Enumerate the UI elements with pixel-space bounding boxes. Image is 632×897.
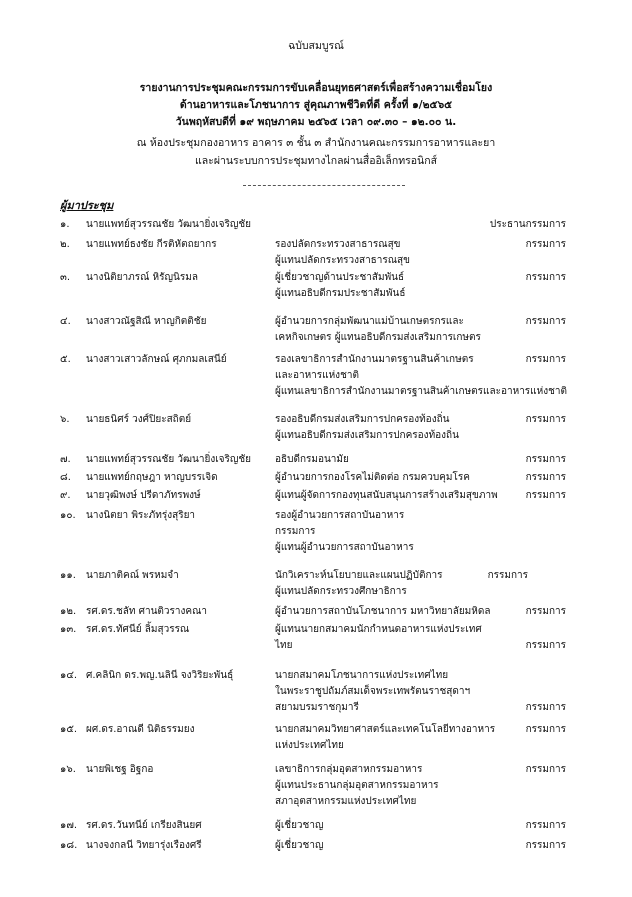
- attendee-position: [275, 508, 530, 556]
- attendee-number: ๔.: [60, 316, 71, 327]
- position-line: รองอธิบดีกรมส่งเสริมการปกครองท้องถิ่น: [275, 414, 450, 425]
- attendee-role: กรรมการ: [525, 640, 566, 651]
- title-line-1: รายงานการประชุมคณะกรรมการขับเคลื่อนยุทธศาสตร์เพื่อสร้างความเชื่อมโยง: [139, 82, 493, 94]
- position-line: สภาอุตสาหกรรมแห่งประเทศไทย: [275, 796, 417, 807]
- position-line: ผู้เชี่ยวชาญ: [275, 840, 324, 851]
- attendee-role: กรรมการ: [525, 414, 566, 425]
- attendee-number: ๑๖.: [60, 764, 76, 775]
- attendee-number: ๗.: [60, 454, 71, 465]
- position-line: รองผู้อำนวยการสถาบันอาหาร: [275, 510, 405, 521]
- position-line: ผู้แทนผู้อำนวยการสถาบันอาหาร: [275, 542, 414, 553]
- position-line: ไทย: [275, 640, 293, 651]
- position-line: ผู้แทนปลัดกระทรวงศึกษาธิการ: [275, 586, 407, 597]
- attendee-position: [275, 237, 530, 269]
- attendee-role: กรรมการ: [525, 272, 566, 283]
- position-line: ผู้เชี่ยวชาญด้านประชาสัมพันธ์: [275, 272, 405, 283]
- attendee-position: [275, 488, 530, 504]
- section-title: ผู้มาประชุม: [60, 199, 114, 212]
- attendee-role: กรรมการ: [525, 764, 566, 775]
- attendee-position: [275, 838, 530, 854]
- attendee-number: ๖.: [60, 414, 70, 425]
- attendee-name: นายพิเชฐ อิฐกอ: [86, 764, 154, 775]
- position-line: นักวิเคราะห์นโยบายและแผนปฏิบัติการ: [275, 570, 443, 581]
- title-line-2: ด้านอาหารและโภชนาการ สู่คุณภาพชีวิตที่ดี ครั้งที่ ๑/๒๕๖๕: [179, 99, 453, 111]
- attendee-role: กรรมการ: [525, 820, 566, 831]
- position-line: อธิบดีกรมอนามัย: [275, 454, 349, 465]
- position-line: สยามบรมราชกุมารี: [275, 702, 359, 713]
- attendee-number: ๑๗.: [60, 820, 78, 831]
- attendee-name: นายแพทย์ธงชัย กีรติหัตถยากร: [86, 239, 217, 250]
- attendee-name: นางจงกลนี วิทยารุ่งเรืองศรี: [86, 840, 202, 851]
- attendee-number: ๒.: [60, 239, 70, 250]
- position-line: นายกสมาคมโภชนาการแห่งประเทศไทย: [275, 670, 449, 681]
- attendee-number: ๙.: [60, 490, 71, 501]
- position-line: ผู้อำนวยการกองโรคไม่ติดต่อ กรมควบคุมโรค: [275, 472, 470, 483]
- position-line: แห่งประเทศไทย: [275, 740, 344, 751]
- attendee-number: ๑๓.: [60, 624, 77, 635]
- attendee-name: รศ.ดร.วันทนีย์ เกรียงสินยศ: [86, 820, 202, 831]
- attendee-role: กรรมการ: [525, 239, 566, 250]
- attendee-number: ๑.: [60, 219, 70, 230]
- position-line: ผู้แทนนายกสมาคมนักกำหนดอาหารแห่งประเทศ: [275, 624, 482, 635]
- attendee-role: กรรมการ: [525, 724, 566, 735]
- attendee-name: นางนิตยา พิระภัทรุ่งสุริยา: [86, 510, 196, 521]
- attendee-role: กรรมการ: [525, 702, 566, 713]
- attendee-name: นายแพทย์กฤษฎา หาญบรรเจิด: [86, 472, 218, 483]
- attendee-position: [275, 622, 530, 654]
- attendee-name: รศ.ดร.ทัศนีย์ ลิ้มสุวรรณ: [86, 624, 190, 635]
- position-line: ผู้แทนผู้จัดการกองทุนสนับสนุนการสร้างเสริมสุขภาพ: [275, 490, 498, 501]
- position-line: ผู้แทนประธานกลุ่มอุตสาหกรรมอาหาร: [275, 780, 439, 791]
- attendee-number: ๑๐.: [60, 510, 76, 521]
- attendee-position: [275, 722, 530, 754]
- attendee-position: [275, 452, 530, 468]
- position-line: รองปลัดกระทรวงสาธารณสุข: [275, 239, 401, 250]
- attendee-position: [275, 668, 530, 716]
- attendee-role: กรรมการ: [525, 354, 566, 365]
- position-line: เลขาธิการกลุ่มอุตสาหกรรมอาหาร: [275, 764, 423, 775]
- attendee-role: ประธานกรรมการ: [489, 219, 566, 230]
- position-line: ผู้แทนอธิบดีกรมส่งเสริมการปกครองท้องถิ่น: [275, 430, 459, 441]
- position-line: และอาหารแห่งชาติ: [275, 370, 359, 381]
- attendee-name: ผศ.ดร.อาณดี นิติธรรมยง: [86, 724, 195, 735]
- attendee-role: กรรมการ: [487, 570, 528, 581]
- attendee-role: กรรมการ: [525, 316, 566, 327]
- attendee-number: ๕.: [60, 354, 71, 365]
- position-line: ผู้แทนเลขาธิการสำนักงานมาตรฐานสินค้าเกษตรและอาหารแห่งชาติ: [275, 386, 567, 397]
- attendee-name: นายแพทย์สุวรรณชัย วัฒนายิ่งเจริญชัย: [86, 219, 252, 230]
- venue-line-2: และผ่านระบบการประชุมทางไกลผ่านสื่ออิเล็กทรอนิกส์: [194, 155, 438, 167]
- attendee-name: รศ.ดร.ชลัท ศานติวรางคณา: [86, 606, 207, 617]
- attendee-name: นางสาวเสาวลักษณ์ ศุภกมลเสนีย์: [86, 354, 227, 365]
- attendee-position: [275, 818, 530, 834]
- title-line-3: วันพฤหัสบดีที่ ๑๙ พฤษภาคม ๒๕๖๕ เวลา ๐๙.๓๐ – ๑๒.๐๐ น.: [175, 116, 457, 128]
- position-line: ผู้เชี่ยวชาญ: [275, 820, 324, 831]
- position-line: ผู้อำนวยการสถาบันโภชนาการ มหาวิทยาลัยมหิดล: [275, 606, 491, 617]
- position-line: รองเลขาธิการสำนักงานมาตรฐานสินค้าเกษตร: [275, 354, 474, 365]
- attendee-role: กรรมการ: [525, 606, 566, 617]
- position-line: เคหกิจเกษตร ผู้แทนอธิบดีกรมส่งเสริมการเกษตร: [275, 332, 481, 343]
- position-line: ผู้อำนวยการกลุ่มพัฒนาแม่บ้านเกษตรกรและ: [275, 316, 464, 327]
- attendee-number: ๑๘.: [60, 840, 78, 851]
- attendee-name: นายธนิศร์ วงศ์ปิยะสถิตย์: [86, 414, 192, 425]
- attendee-name: นายภาติคณ์ พรหมจำ: [86, 570, 179, 581]
- attendee-number: ๑๒.: [60, 606, 77, 617]
- attendee-name: ศ.คลินิก ดร.พญ.นลินี จงวิริยะพันธุ์: [86, 670, 234, 681]
- position-line: ในพระราชูปถัมภ์สมเด็จพระเทพรัตนราชสุดาฯ: [275, 686, 471, 697]
- attendee-number: ๑๑.: [60, 570, 76, 581]
- attendee-position: [275, 314, 530, 346]
- attendee-name: นายวุฒิพงษ์ ปรีดาภัทรพงษ์: [86, 490, 201, 501]
- position-line: ผู้แทนอธิบดีกรมประชาสัมพันธ์: [275, 288, 406, 299]
- attendee-position: [275, 604, 530, 620]
- position-line: ผู้แทนปลัดกระทรวงสาธารณสุข: [275, 255, 410, 266]
- attendee-position: [275, 270, 530, 302]
- position-line: นายกสมาคมวิทยาศาสตร์และเทคโนโลยีทางอาหาร: [275, 724, 496, 735]
- attendee-role: กรรมการ: [525, 490, 566, 501]
- divider: [243, 185, 405, 186]
- attendee-number: ๘.: [60, 472, 71, 483]
- attendee-role: กรรมการ: [525, 840, 566, 851]
- copy-type-label: ฉบับสมบูรณ์: [288, 40, 344, 52]
- attendee-name: นายแพทย์สุวรรณชัย วัฒนายิ่งเจริญชัย: [86, 454, 252, 465]
- attendee-name: นางสาวณัฐสิณี หาญกิตติชัย: [86, 316, 207, 327]
- attendee-number: ๑๔.: [60, 670, 78, 681]
- attendee-number: ๓.: [60, 272, 71, 283]
- attendee-position: [275, 470, 530, 486]
- attendee-name: นางนิติยาภรณ์ หิรัญนิรมล: [86, 272, 198, 283]
- attendee-position: [275, 412, 530, 444]
- position-line: กรรมการ: [275, 526, 316, 537]
- venue-line-1: ณ ห้องประชุมกองอาหาร อาคาร ๓ ชั้น ๓ สำนักงานคณะกรรมการอาหารและยา: [136, 137, 496, 149]
- attendee-role: กรรมการ: [525, 454, 566, 465]
- attendee-position: [275, 762, 530, 810]
- attendee-number: ๑๕.: [60, 724, 78, 735]
- attendee-role: กรรมการ: [525, 472, 566, 483]
